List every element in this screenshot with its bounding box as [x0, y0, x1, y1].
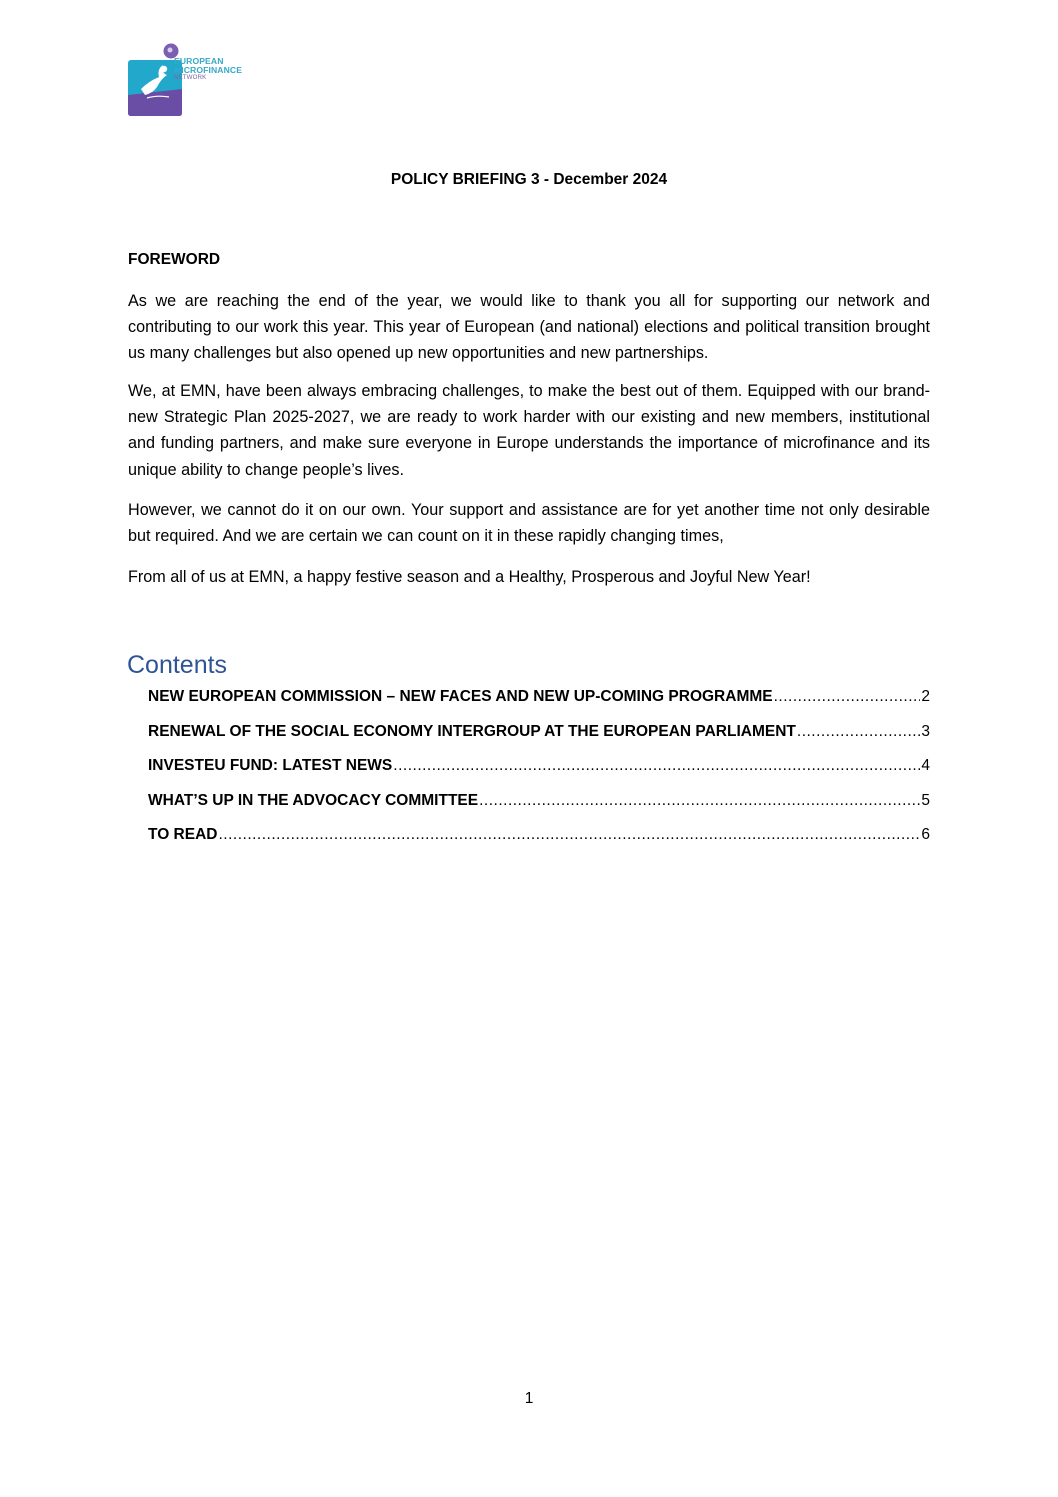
logo-line-european: EUROPEAN: [174, 56, 224, 66]
toc-dot-leader: [479, 792, 920, 810]
toc-entry-label: NEW EUROPEAN COMMISSION – NEW FACES AND NEW UP-COMING PROGRAMME: [148, 688, 773, 705]
toc-entry[interactable]: [148, 826, 930, 861]
table-of-contents: [148, 688, 930, 861]
emn-logo-text: [174, 57, 242, 82]
toc-entry-page: 6: [921, 826, 930, 843]
toc-entry-page: 3: [921, 722, 930, 740]
toc-entry[interactable]: [148, 792, 930, 827]
toc-entry-label: TO READ: [148, 826, 218, 843]
logo-line-microfinance: MICROFINANCE: [174, 65, 243, 76]
toc-dot-leader: [797, 723, 920, 741]
toc-entry[interactable]: [148, 688, 930, 723]
foreword-paragraph: We, at EMN, have been always embracing challenges, to make the best out of them. Equipped with our brand-new Strategic Plan 2025-2027, we are ready to work harder with our existing and new members, institutional and funding partners, and make sure everyone in Europe understands the importance of microfinance and its unique ability to change people’s lives.: [128, 382, 930, 479]
toc-entry-label: WHAT’S UP IN THE ADVOCACY COMMITTEE: [148, 791, 479, 809]
logo-line-network: NETWORK: [174, 74, 207, 82]
toc-dot-leader: [218, 826, 920, 844]
toc-entry-page: 2: [921, 688, 930, 705]
toc-entry[interactable]: [148, 757, 930, 792]
page-number: 1: [524, 1390, 534, 1407]
document-title: POLICY BRIEFING 3 - December 2024: [390, 171, 668, 188]
toc-entry-page: 4: [921, 757, 930, 774]
foreword-paragraph: However, we cannot do it on our own. Your support and assistance are for yet another time not only desirable but required. And we are certain we can count on it in these rapidly changing times,: [128, 501, 930, 546]
toc-dot-leader: [393, 757, 920, 775]
foreword-paragraph: As we are reaching the end of the year, we would like to thank you all for supporting our network and contributing to our work this year. This year of European (and national) elections and political transition brought us many challenges but also opened up new opportunities and new partnerships.: [128, 292, 930, 363]
emn-logo: [127, 43, 267, 118]
toc-entry-label: INVESTEU FUND: LATEST NEWS: [148, 757, 393, 774]
toc-dot-leader: [774, 688, 921, 706]
foreword-closing: From all of us at EMN, a happy festive season and a Healthy, Prosperous and Joyful New Year!: [128, 568, 811, 586]
toc-entry-page: 5: [921, 791, 930, 809]
contents-title: Contents: [127, 651, 228, 679]
toc-entry[interactable]: [148, 723, 930, 758]
toc-entry-label: RENEWAL OF THE SOCIAL ECONOMY INTERGROUP AT THE EUROPEAN PARLIAMENT: [148, 722, 796, 740]
foreword-heading: FOREWORD: [128, 251, 221, 268]
